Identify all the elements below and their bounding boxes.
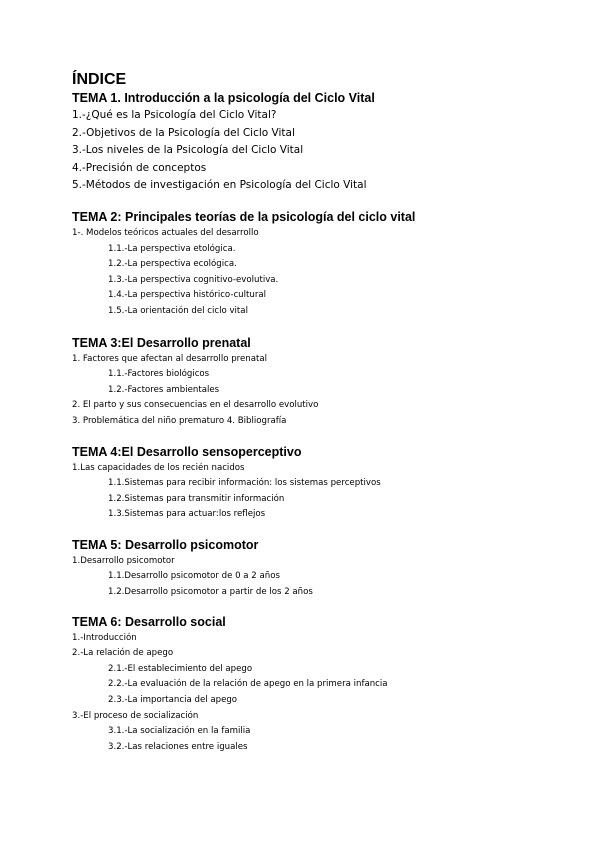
list-subitem: 1.2.-La perspectiva ecológica. (108, 259, 237, 270)
list-subitem: 2.2.-La evaluación de la relación de apego en la primera infancia (108, 679, 388, 690)
tema-4-section (72, 444, 572, 523)
list-subitem: 1.2.Desarrollo psicomotor a partir de los 2 años (108, 587, 313, 598)
list-subitem: 1.1.Desarrollo psicomotor de 0 a 2 años (108, 571, 280, 582)
list-subitem: 2.3.-La importancia del apego (108, 695, 238, 706)
list-subitem: 1.3.Sistemas para actuar:los reflejos (108, 509, 266, 520)
list-item: 2.-Objetivos de la Psicología del Ciclo Vital (72, 126, 295, 139)
tema-5-items (72, 554, 572, 601)
list-subitem: 3.2.-Las relaciones entre iguales (108, 741, 248, 752)
index-page (72, 70, 572, 755)
list-item: 3. Problemática del niño prematuro 4. Bibliografía (72, 415, 287, 426)
tema-6-section (72, 614, 572, 756)
list-item: 1.-Introducción (72, 632, 137, 643)
list-item: 5.-Métodos de investigación en Psicología del Ciclo Vital (72, 179, 367, 192)
list-item: 1. Factores que afectan al desarrollo prenatal (72, 353, 268, 364)
list-item: 3.-El proceso de socialización (72, 710, 199, 721)
tema-6-title: TEMA 6: Desarrollo social (72, 614, 226, 629)
tema-2-items (72, 226, 572, 320)
list-subitem: 1.1.-Factores biológicos (108, 369, 210, 380)
tema-5-section (72, 537, 572, 601)
list-item: 2.-La relación de apego (72, 648, 174, 659)
tema-5-title: TEMA 5: Desarrollo psicomotor (72, 537, 259, 552)
list-subitem: 1.5.-La orientación del ciclo vital (108, 305, 248, 316)
list-subitem: 1.1.-La perspectiva etológica. (108, 243, 236, 254)
list-subitem: 1.4.-La perspectiva histórico-cultural (108, 290, 267, 301)
list-item: 1-. Modelos teóricos actuales del desarrollo (72, 227, 259, 238)
list-item: 1.Desarrollo psicomotor (72, 555, 175, 566)
list-subitem: 1.2.-Factores ambientales (108, 384, 220, 395)
list-subitem: 1.1.Sistemas para recibir información: los sistemas perceptivos (108, 478, 381, 489)
tema-2-section (72, 209, 572, 320)
list-subitem: 3.1.-La socialización en la familia (108, 726, 251, 737)
list-subitem: 1.2.Sistemas para transmitir información (108, 493, 285, 504)
index-title: ÍNDICE (72, 71, 127, 88)
tema-3-title: TEMA 3:El Desarrollo prenatal (72, 335, 251, 350)
tema-4-items (72, 461, 572, 523)
tema-3-items (72, 352, 572, 430)
list-item: 1.Las capacidades de los recién nacidos (72, 462, 245, 473)
list-subitem: 1.3.-La perspectiva cognitivo-evolutiva. (108, 274, 279, 285)
tema-1-items (72, 107, 572, 195)
list-item: 1.-¿Qué es la Psicología del Ciclo Vital? (72, 109, 277, 121)
list-item: 3.-Los niveles de la Psicología del Ciclo Vital (72, 144, 304, 157)
list-item: 4.-Precisión de conceptos (72, 161, 207, 174)
tema-3-section (72, 335, 572, 430)
tema-1-section (72, 90, 572, 195)
tema-1-title: TEMA 1. Introducción a la psicología del Ciclo Vital (72, 91, 375, 105)
tema-6-items (72, 631, 572, 756)
list-item: 2. El parto y sus consecuencias en el desarrollo evolutivo (72, 400, 319, 411)
tema-4-title: TEMA 4:El Desarrollo sensoperceptivo (72, 444, 302, 459)
tema-2-title: TEMA 2: Principales teorías de la psicología del ciclo vital (72, 209, 416, 224)
list-subitem: 2.1.-El establecimiento del apego (108, 663, 253, 674)
